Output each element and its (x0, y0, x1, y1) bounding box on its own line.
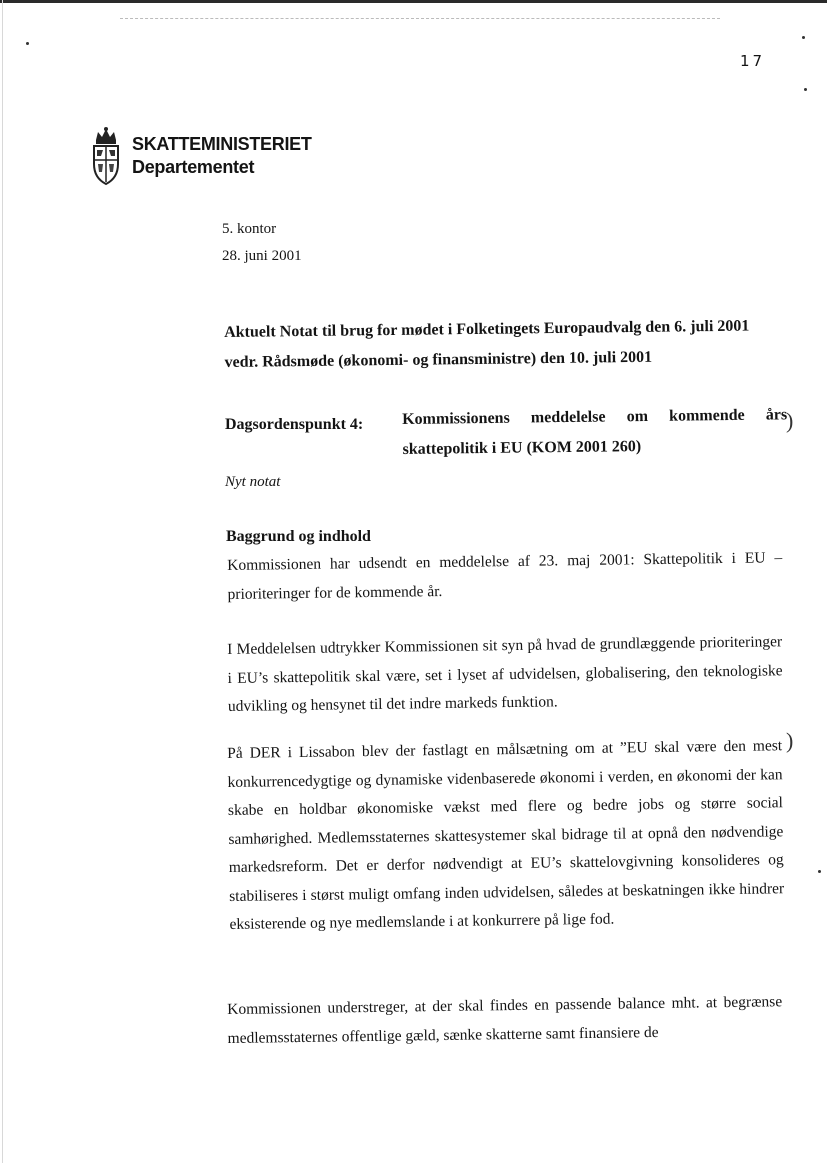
page-number: 17 (740, 52, 766, 70)
scan-speck (26, 42, 29, 45)
scan-top-border (0, 0, 827, 3)
body-paragraph: Kommissionen har udsendt en meddelelse af 23. maj 2001: Skattepolitik i EU – prioriteringer for de kommende år. (227, 549, 783, 603)
scan-artifact-line (120, 18, 720, 20)
body-paragraph: På DER i Lissabon blev der fastlagt en målsætning om at ”EU skal være den mest konkurrencedygtige og dynamiske videnbaserede økonomi i verden, en økonomi der kan skabe en holdbar økonomiske vækst med flere og bedre jobs og større social samhørighed. Medlemsstaternes skattesystemer skal bidrage til at opnå den nødvendige markedsreform. Det er derfor nødvendigt at EU’s skattelovgivning konsolideres og stabiliseres i størst muligt omfang inden udvidelsen, således at beskatningen ikke hindrer eksisterende og nye medlemslande i at konkurrere på lige fod. (227, 737, 785, 933)
section-heading: Baggrund og indhold (226, 528, 371, 545)
document-date: 28. juni 2001 (222, 248, 302, 264)
department-name: Departementet (132, 157, 255, 177)
office-label: 5. kontor (222, 221, 277, 237)
scan-left-edge (2, 0, 3, 1163)
agenda-item-label: Dagsordenspunkt 4: (225, 416, 364, 433)
scan-bracket-mark: ) (786, 728, 794, 753)
organization-name: SKATTEMINISTERIET (132, 134, 312, 154)
body-paragraph: I Meddelelsen udtrykker Kommissionen sit syn på hvad de grundlæggende prioriteringer i EU’s skattepolitik skal være, set i lyset af udvidelsen, globalisering, den teknologiske udvikling og hensynet til det indre markeds funktion. (227, 633, 783, 715)
scan-speck (818, 870, 821, 873)
scan-speck (804, 88, 807, 91)
scan-speck (802, 36, 805, 39)
crown-coat-of-arms-icon (90, 126, 122, 186)
body-paragraph: Kommissionen understreger, at der skal findes en passende balance mht. at begrænse medlemsstaternes offentlige gæld, sænke skatterne samt finansiere de (227, 993, 783, 1047)
document-subject: Aktuelt Notat til brug for mødet i Folketingets Europaudvalg den 6. juli 2001 vedr. Rådsmøde (økonomi- og finansministre) den 10. juli 2001 (224, 317, 750, 371)
note-type: Nyt notat (225, 474, 281, 490)
agenda-item-title: Kommissionens meddelelse om kommende års skattepolitik i EU (KOM 2001 260) (402, 406, 788, 458)
scan-bracket-mark: ) (786, 408, 794, 433)
